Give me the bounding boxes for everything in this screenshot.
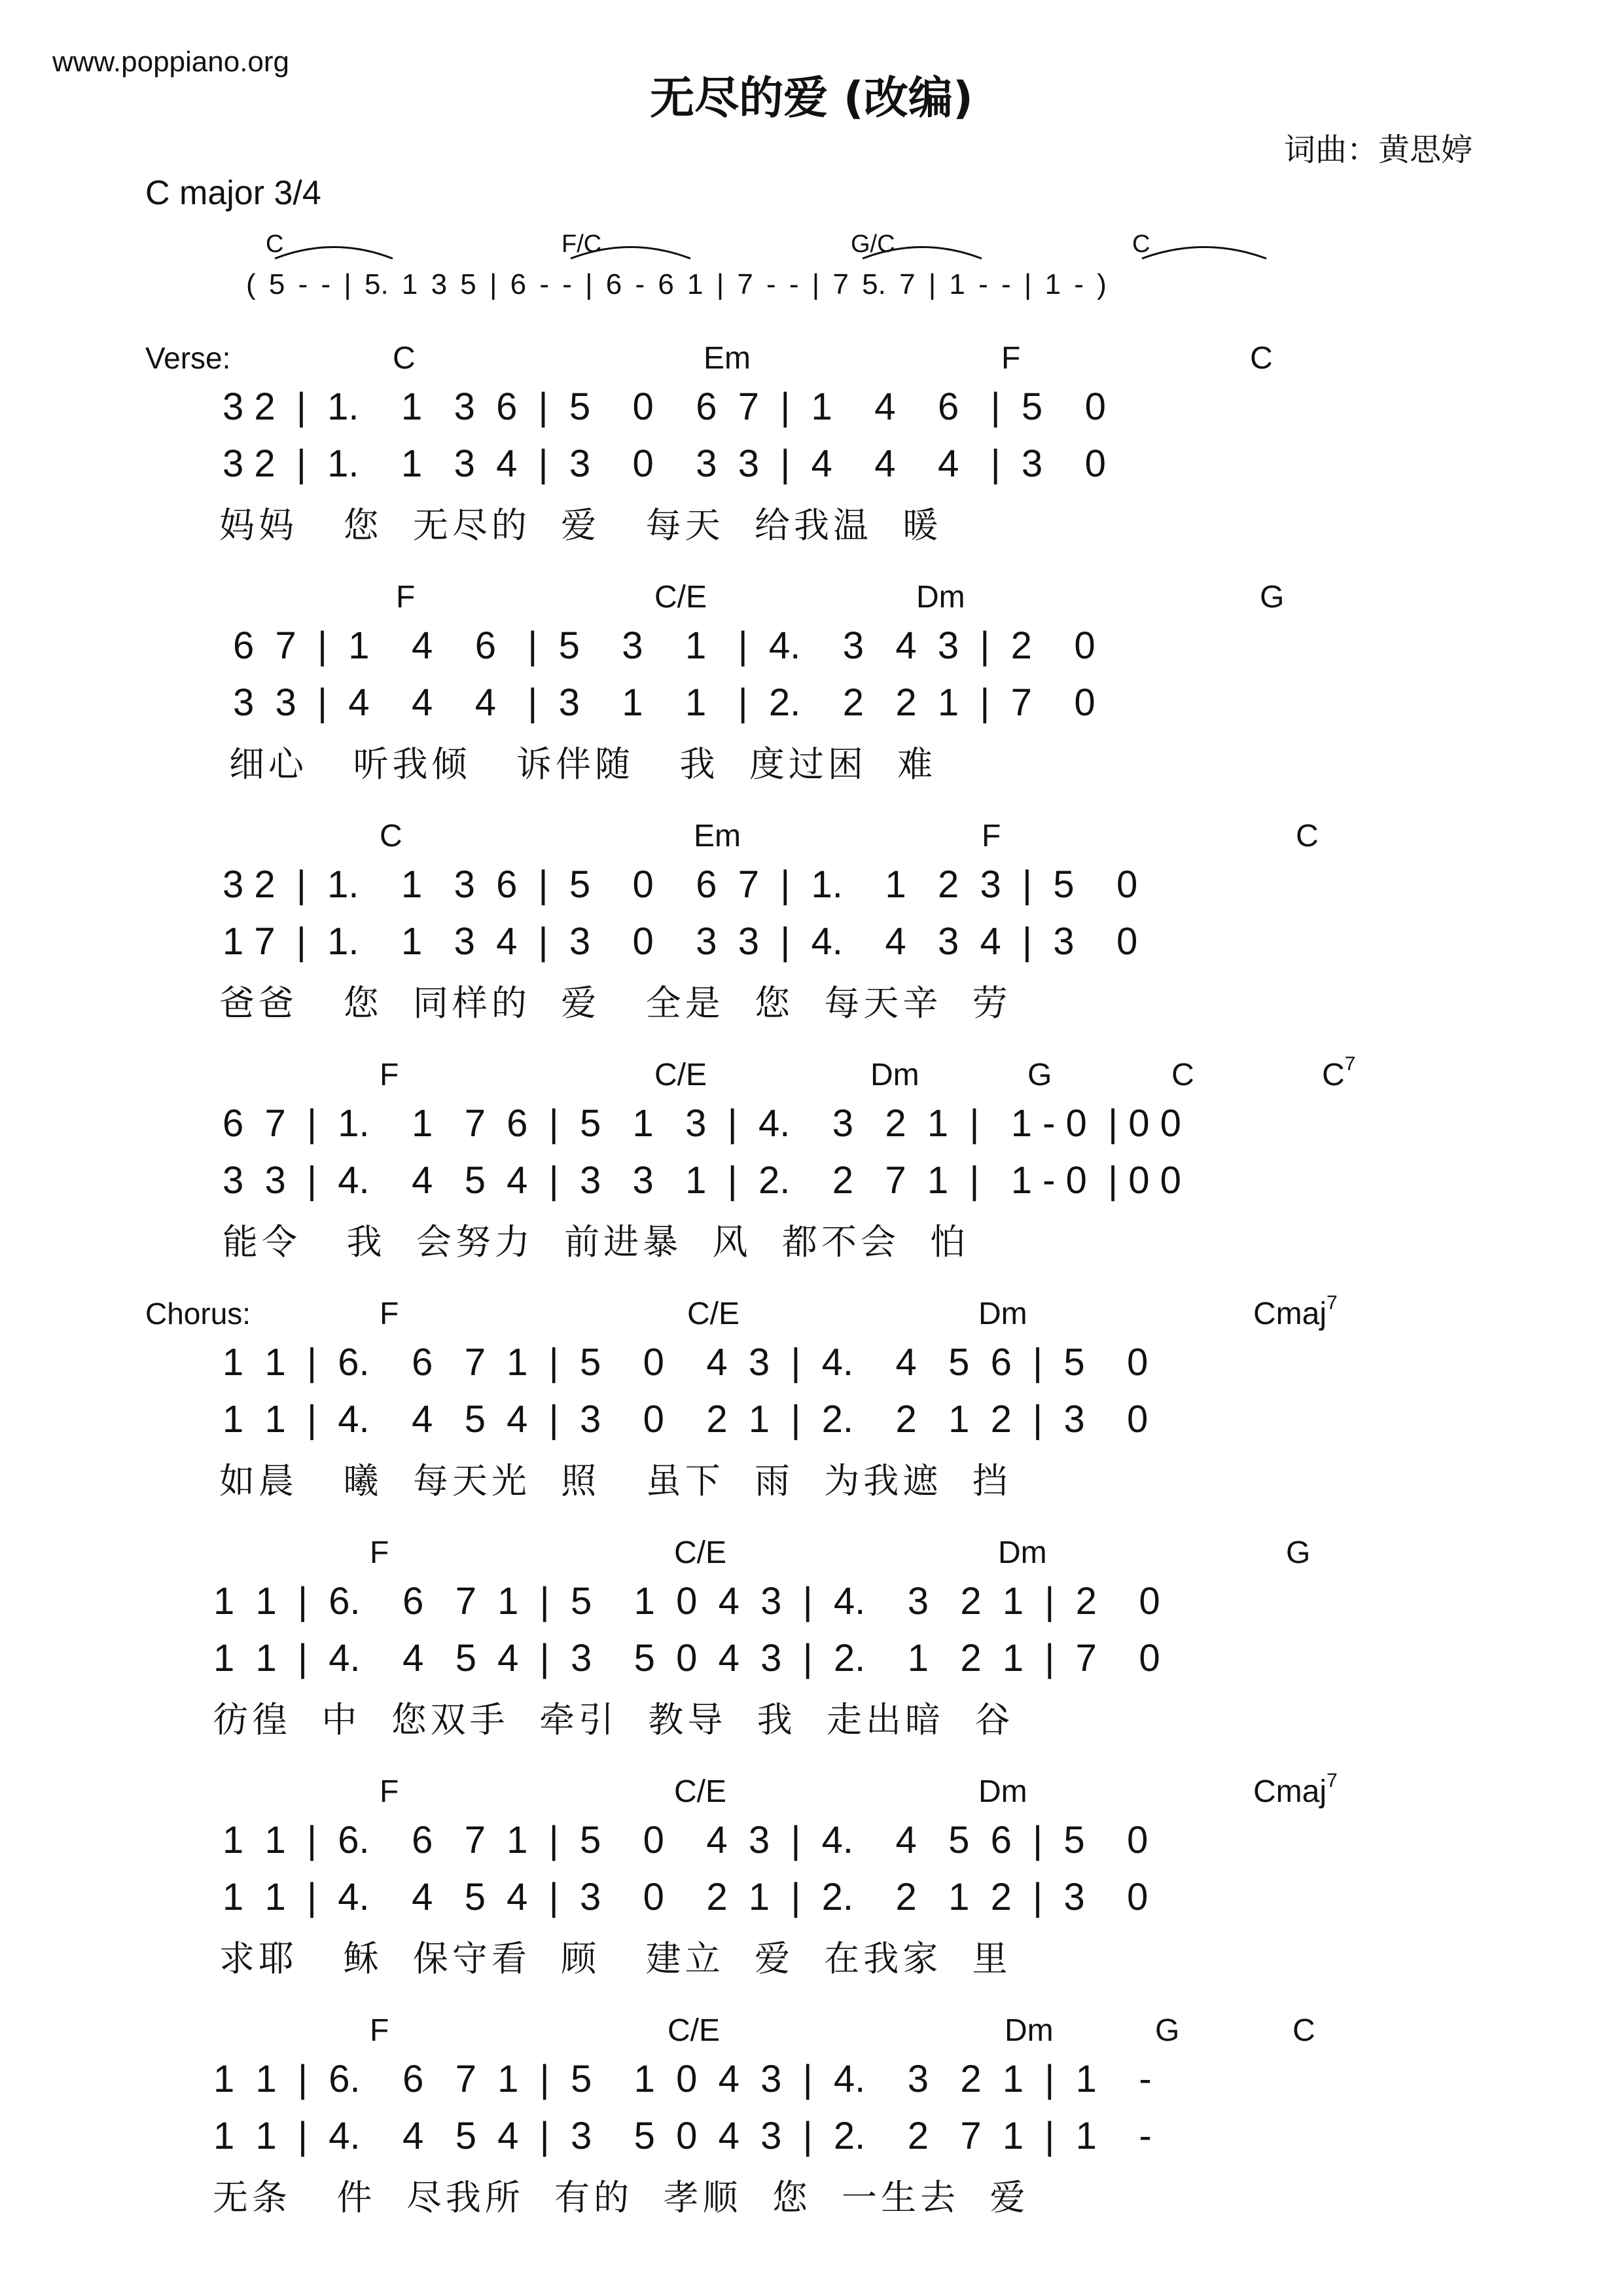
intro-chord: G/C [851, 230, 895, 258]
melody-line: 3 2 | 1. 1 3 6 | 5 0 6 7 | 1. 1 2 3 | 5 0 [223, 863, 1138, 906]
chord-name: F [1001, 341, 1021, 376]
chord-name: Dm [998, 1535, 1047, 1570]
melody-line: 6 7 | 1 4 6 | 5 3 1 | 4. 3 4 3 | 2 0 [233, 624, 1096, 667]
chord-name: F [396, 580, 416, 615]
chord-name: F [982, 819, 1001, 853]
chord-name: Cmaj [1253, 1774, 1327, 1809]
melody-line: 1 1 | 6. 6 7 1 | 5 1 0 4 3 | 4. 3 2 1 | 1 - [213, 2058, 1152, 2100]
chord-name: C [380, 819, 402, 853]
chord-name: G [1286, 1535, 1311, 1570]
chord-name: G [1260, 580, 1285, 615]
chord-name: C/E [674, 1535, 727, 1570]
intro-chord: C [1132, 230, 1150, 258]
harmony-line: 1 1 | 4. 4 5 4 | 3 0 2 1 | 2. 2 1 2 | 3 0 [223, 1398, 1149, 1441]
chord-name: C/E [668, 2013, 721, 2048]
lyric-line: 无条 件 尽我所 有的 孝顺 您 一生去 爱 [213, 2177, 1029, 2218]
slur-mark [571, 247, 690, 259]
slur-mark [863, 247, 982, 259]
chord-name: C [1250, 341, 1273, 376]
chord-name: Em [694, 819, 741, 853]
chord-name: C/E [687, 1297, 740, 1331]
harmony-line: 3 2 | 1. 1 3 4 | 3 0 3 3 | 4 4 4 | 3 0 [223, 442, 1106, 485]
chord-name: Dm [978, 1297, 1027, 1331]
harmony-line: 1 7 | 1. 1 3 4 | 3 0 3 3 | 4. 4 3 4 | 3 0 [223, 920, 1138, 963]
melody-line: 1 1 | 6. 6 7 1 | 5 1 0 4 3 | 4. 3 2 1 | 2 0 [213, 1580, 1160, 1623]
intro-chord: C [266, 230, 284, 258]
chord-name: C [1322, 1058, 1345, 1092]
chord-name: F [370, 2013, 389, 2048]
key-time-signature: C major 3/4 [145, 174, 321, 212]
chorus-label: Chorus: [145, 1297, 251, 1331]
slur-mark [275, 247, 393, 259]
chord-name: Dm [978, 1774, 1027, 1809]
intro-notation: ( 5 - - | 5. 1 3 5 | 6 - - | 6 - 6 1 | 7 - - | 7 5. 7 | 1 - - | 1 - ) [246, 268, 1107, 300]
melody-line: 1 1 | 6. 6 7 1 | 5 0 4 3 | 4. 4 5 6 | 5 0 [223, 1819, 1149, 1861]
chord-name: C/E [654, 580, 707, 615]
harmony-line: 1 1 | 4. 4 5 4 | 3 5 0 4 3 | 2. 1 2 1 | 7 0 [213, 1637, 1160, 1679]
chord-name: Dm [1005, 2013, 1054, 2048]
chord-name: C [1171, 1058, 1194, 1092]
lyric-line: 求耶 稣 保守看 顾 建立 爱 在我家 里 [219, 1938, 1012, 1979]
chord-name: F [380, 1297, 399, 1331]
lyric-line: 彷徨 中 您双手 牵引 教导 我 走出暗 谷 [213, 1699, 1014, 1740]
chord-name: F [380, 1774, 399, 1809]
lyric-line: 爸爸 您 同样的 爱 全是 您 每天辛 劳 [219, 982, 1012, 1024]
harmony-line: 3 3 | 4 4 4 | 3 1 1 | 2. 2 2 1 | 7 0 [233, 681, 1096, 724]
chord-name: F [380, 1058, 399, 1092]
harmony-line: 1 1 | 4. 4 5 4 | 3 5 0 4 3 | 2. 2 7 1 | 1 - [213, 2115, 1152, 2157]
chord-name: F [370, 1535, 389, 1570]
chord-name: Dm [870, 1058, 919, 1092]
lyric-line: 妈妈 您 无尽的 爱 每天 给我温 暖 [219, 505, 942, 546]
chord-extension: 7 [1327, 1292, 1338, 1314]
chord-extension: 7 [1327, 1770, 1338, 1791]
slur-mark [1142, 247, 1266, 259]
melody-line: 6 7 | 1. 1 7 6 | 5 1 3 | 4. 3 2 1 | 1 - 0 | 0 0 [223, 1102, 1181, 1145]
chord-name: C [1296, 819, 1319, 853]
melody-line: 3 2 | 1. 1 3 6 | 5 0 6 7 | 1 4 6 | 5 0 [223, 386, 1106, 428]
intro-chord: F/C [562, 230, 602, 258]
chord-name: G [1027, 1058, 1052, 1092]
lyric-line: 如晨 曦 每天光 照 虽下 雨 为我遮 挡 [219, 1460, 1012, 1501]
chord-name: C/E [654, 1058, 707, 1092]
composer-credit: 词曲：黄思婷 [1284, 132, 1473, 168]
chord-name: C [1293, 2013, 1315, 2048]
harmony-line: 1 1 | 4. 4 5 4 | 3 0 2 1 | 2. 2 1 2 | 3 0 [223, 1876, 1149, 1918]
chord-name: C/E [674, 1774, 727, 1809]
chord-name: Em [704, 341, 751, 376]
chord-name: Cmaj [1253, 1297, 1327, 1331]
song-title: 无尽的爱 (改编) [650, 73, 973, 124]
chord-name: Dm [916, 580, 965, 615]
site-url: www.poppiano.org [52, 46, 290, 78]
melody-line: 1 1 | 6. 6 7 1 | 5 0 4 3 | 4. 4 5 6 | 5 0 [223, 1341, 1149, 1384]
chord-extension: 7 [1344, 1053, 1356, 1075]
chord-name: G [1155, 2013, 1180, 2048]
verse-label: Verse: [145, 341, 231, 375]
harmony-line: 3 3 | 4. 4 5 4 | 3 3 1 | 2. 2 7 1 | 1 - 0 | 0 0 [223, 1159, 1181, 1202]
lyric-line: 细心 听我倾 诉伴随 我 度过困 难 [229, 744, 937, 785]
chord-name: C [393, 341, 416, 376]
lyric-line: 能令 我 会努力 前进暴 风 都不会 怕 [223, 1221, 970, 1263]
